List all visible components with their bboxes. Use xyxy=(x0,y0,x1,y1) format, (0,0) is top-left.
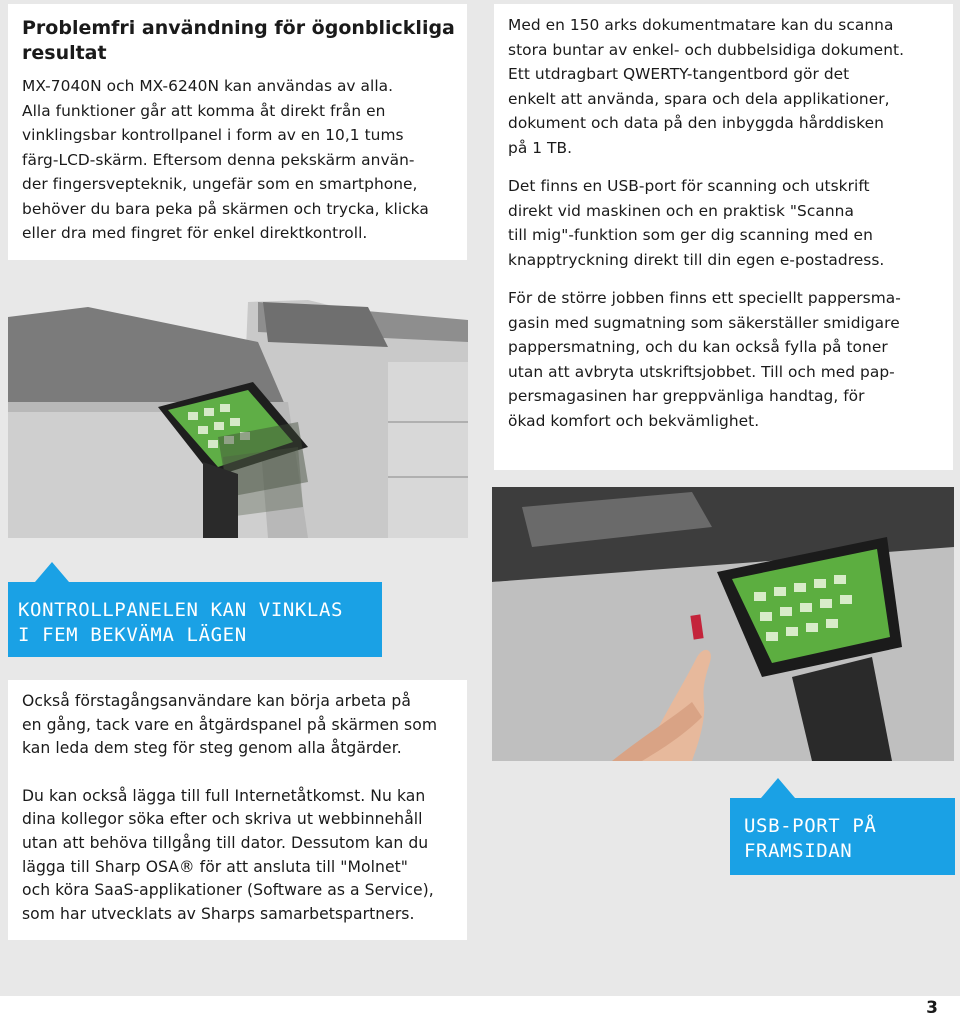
text-line: utan att behöva tillgång till dator. Dessutom kan du xyxy=(22,833,429,852)
text-line: MX-7040N och MX-6240N kan användas av alla. xyxy=(22,77,394,95)
text-line: eller dra med fingret för enkel direktkontroll. xyxy=(22,224,368,242)
text-line: För de större jobben finns ett speciellt pappersma- xyxy=(508,289,901,307)
usage-panel xyxy=(8,680,467,940)
text-line: gasin med sugmatning som säkerställer smidigare xyxy=(508,313,900,332)
text-line: på 1 TB. xyxy=(508,138,573,157)
text-line: behöver du bara peka på skärmen och trycka, klicka xyxy=(22,199,429,218)
text-line: Du kan också lägga till full Internetåtkomst. Nu kan xyxy=(22,786,426,805)
text-line: utan att avbryta utskriftsjobbet. Till och med pap- xyxy=(508,362,895,381)
section-heading xyxy=(22,16,462,66)
control-panel-callout xyxy=(8,582,382,657)
intro-text xyxy=(22,74,429,246)
text-line: Med en 150 arks dokumentmatare kan du scanna xyxy=(508,16,894,34)
text-line: enkelt att använda, spara och dela applikationer, xyxy=(508,89,890,108)
usb-port-callout xyxy=(730,798,955,875)
callout-line: KONTROLLPANELEN KAN VINKLAS xyxy=(18,599,344,621)
footer-bar xyxy=(0,996,960,1021)
callout-text xyxy=(744,814,876,864)
text-line: ökad komfort och bekvämlighet. xyxy=(508,411,760,430)
paragraph xyxy=(508,286,904,433)
paragraph xyxy=(22,785,437,927)
features-panel xyxy=(494,4,953,470)
callout-pointer xyxy=(761,778,795,798)
text-line: kan leda dem steg för steg genom alla åtgärder. xyxy=(22,739,402,758)
callout-line: I FEM BEKVÄMA LÄGEN xyxy=(18,624,247,646)
text-line: der fingersvepteknik, ungefär som en smartphone, xyxy=(22,175,418,193)
callout-line: USB-PORT PÅ xyxy=(744,815,877,837)
heading-line: Problemfri användning för ögonblickliga xyxy=(22,17,455,39)
text-line: stora buntar av enkel- och dubbelsidiga dokument. xyxy=(508,40,905,59)
paragraph xyxy=(508,13,904,160)
text-line: knapptryckning direkt till din egen e-postadress. xyxy=(508,250,885,269)
paragraph xyxy=(22,690,437,761)
text-line: och köra SaaS-applikationer (Software as a Service), xyxy=(22,881,434,900)
text-line: dina kollegor söka efter och skriva ut webbinnehåll xyxy=(22,810,423,829)
features-text xyxy=(508,13,904,433)
text-line: direkt vid maskinen och en praktisk "Scanna xyxy=(508,201,854,220)
text-line: en gång, tack vare en åtgärdspanel på skärmen som xyxy=(22,715,438,734)
text-line: lägga till Sharp OSA® för att ansluta till "Molnet" xyxy=(22,857,408,876)
intro-panel xyxy=(8,4,467,260)
printer-panel-photo xyxy=(8,262,468,538)
page-number: 3 xyxy=(926,998,938,1018)
text-line: Alla funktioner går att komma åt direkt från en xyxy=(22,101,386,120)
usb-illustration xyxy=(492,487,954,761)
text-line: till mig"-funktion som ger dig scanning med en xyxy=(508,226,873,244)
text-line: vinklingsbar kontrollpanel i form av en 10,1 tums xyxy=(22,126,404,144)
usb-port-photo xyxy=(492,487,954,761)
text-line: som har utvecklats av Sharps samarbetspartners. xyxy=(22,904,415,923)
text-line: dokument och data på den inbyggda hårddisken xyxy=(508,114,884,132)
text-line: Det finns en USB-port för scanning och utskrift xyxy=(508,177,870,195)
text-line: pappersmatning, och du kan också fylla på toner xyxy=(508,338,888,356)
paragraph xyxy=(508,174,904,272)
callout-pointer xyxy=(35,562,69,582)
text-line: färg-LCD-skärm. Eftersom denna pekskärm använ- xyxy=(22,150,415,169)
printer-illustration xyxy=(8,262,468,538)
heading-line: resultat xyxy=(22,42,107,64)
usage-text xyxy=(22,690,437,926)
callout-text xyxy=(18,598,343,648)
callout-line: FRAMSIDAN xyxy=(744,840,853,862)
text-line: persmagasinen har greppvänliga handtag, för xyxy=(508,387,865,405)
text-line: Också förstagångsanvändare kan börja arbeta på xyxy=(22,692,411,710)
text-line: Ett utdragbart QWERTY-tangentbord gör det xyxy=(508,65,850,83)
